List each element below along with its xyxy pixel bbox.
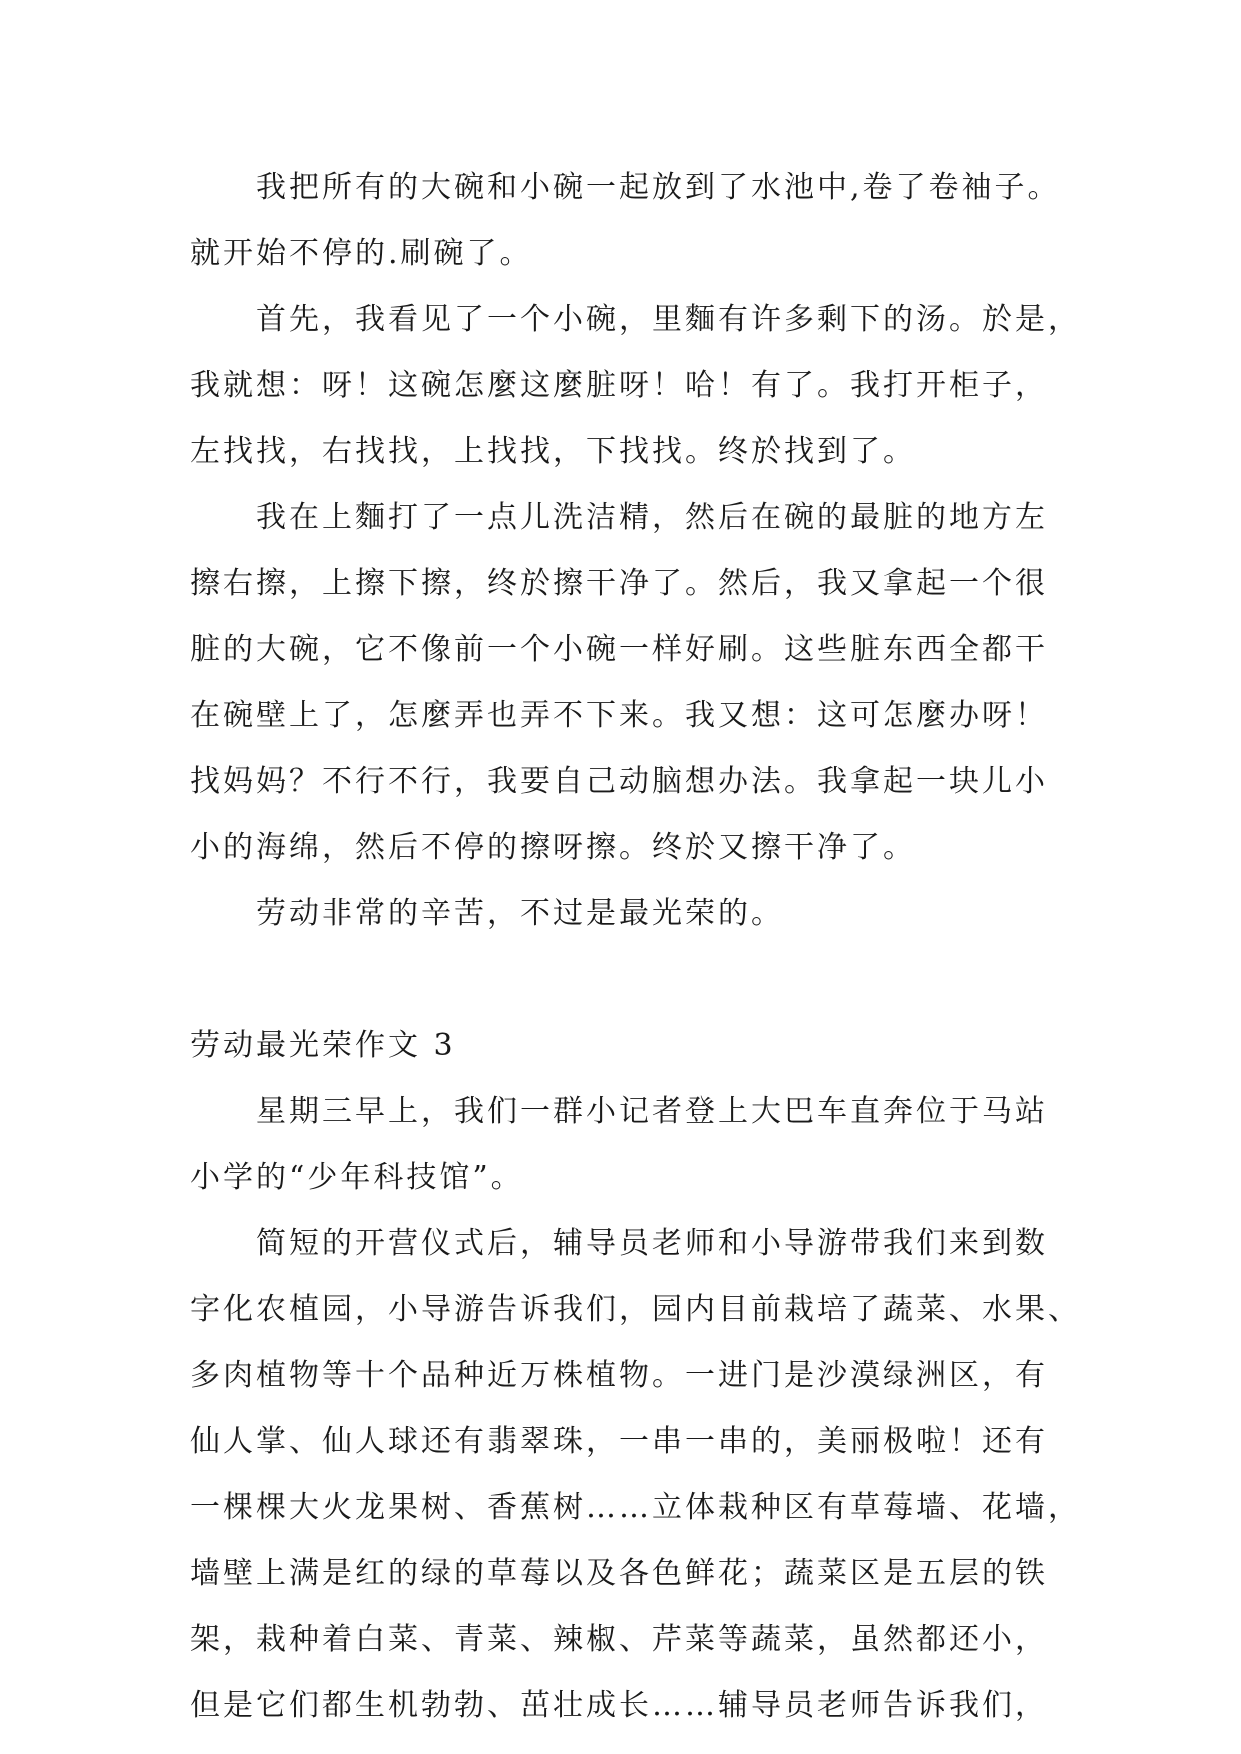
paragraph-line: 简短的开营仪式后，辅导员老师和小导游带我们来到数 bbox=[256, 1226, 1048, 1261]
paragraph-line: 找妈妈？不行不行，我要自己动脑想办法。我拿起一块儿小 bbox=[190, 764, 1048, 799]
paragraph-line: 擦右擦，上擦下擦，终於擦干净了。然后，我又拿起一个很 bbox=[190, 566, 1048, 601]
paragraph-line: 墙壁上满是红的绿的草莓以及各色鲜花；蔬菜区是五层的铁 bbox=[190, 1556, 1048, 1591]
paragraph-line: 在碗壁上了，怎麼弄也弄不下来。我又想：这可怎麼办呀！ bbox=[190, 698, 1048, 733]
paragraph-line: 小的海绵，然后不停的擦呀擦。终於又擦干净了。 bbox=[190, 830, 916, 865]
paragraph-line: 多肉植物等十个品种近万株植物。一进门是沙漠绿洲区，有 bbox=[190, 1358, 1048, 1393]
paragraph-line: 我在上麵打了一点儿洗洁精，然后在碗的最脏的地方左 bbox=[256, 500, 1048, 535]
paragraph-line: 脏的大碗，它不像前一个小碗一样好刷。这些脏东西全都干 bbox=[190, 632, 1048, 667]
paragraph-line: 小学的“少年科技馆”。 bbox=[190, 1160, 524, 1195]
paragraph-line: 我把所有的大碗和小碗一起放到了水池中,卷了卷袖子。 bbox=[256, 170, 1061, 205]
paragraph-line: 仙人掌、仙人球还有翡翠珠，一串一串的，美丽极啦！还有 bbox=[190, 1424, 1048, 1459]
section-heading: 劳动最光荣作文 3 bbox=[190, 1028, 456, 1063]
paragraph-line: 但是它们都生机勃勃、茁壮成长……辅导员老师告诉我们， bbox=[190, 1688, 1048, 1723]
paragraph-line: 字化农植园，小导游告诉我们，园内目前栽培了蔬菜、水果、 bbox=[190, 1292, 1081, 1327]
paragraph-line: 左找找，右找找，上找找，下找找。终於找到了。 bbox=[190, 434, 916, 469]
paragraph-line: 我就想：呀！这碗怎麼这麼脏呀！哈！有了。我打开柜子， bbox=[190, 368, 1048, 403]
paragraph-line: 一棵棵大火龙果树、香蕉树……立体栽种区有草莓墙、花墙， bbox=[190, 1490, 1081, 1525]
paragraph-line: 劳动非常的辛苦，不过是最光荣的。 bbox=[256, 896, 784, 931]
paragraph-line: 星期三早上，我们一群小记者登上大巴车直奔位于马站 bbox=[256, 1094, 1048, 1129]
paragraph-line: 架，栽种着白菜、青菜、辣椒、芹菜等蔬菜，虽然都还小， bbox=[190, 1622, 1048, 1657]
paragraph-line: 就开始不停的.刷碗了。 bbox=[190, 236, 533, 271]
paragraph-line: 首先，我看见了一个小碗，里麵有许多剩下的汤。於是， bbox=[256, 302, 1081, 337]
